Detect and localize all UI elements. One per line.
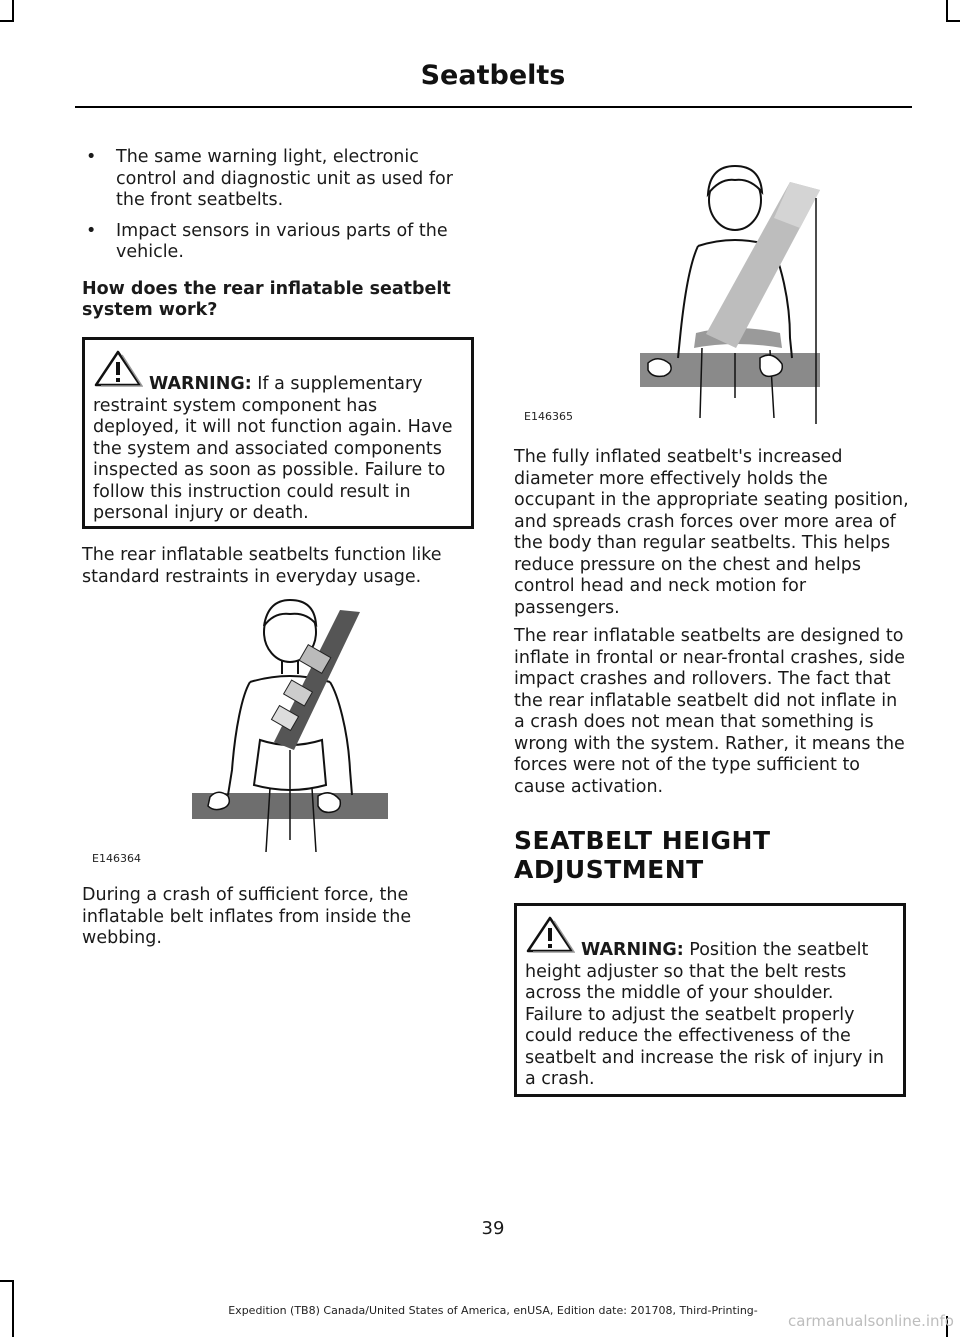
watermark: carmanualsonline.info — [788, 1312, 954, 1330]
warning-body: If a supplementary restraint system component has deployed, it will not function again. Have the system and associated components inspected as soon as possible. Failure to follow this instruction could result in personal injury or death. — [93, 374, 453, 523]
left-column — [82, 147, 474, 322]
bullet-icon: • — [86, 220, 97, 241]
child-with-inflated-seatbelt-illustration — [640, 158, 830, 424]
paragraph: During a crash of sufficient force, the inflatable belt inflates from inside the webbing. — [82, 885, 412, 948]
figure-code: E146364 — [92, 852, 141, 865]
figure-code: E146365 — [524, 410, 573, 423]
crop-mark — [12, 0, 14, 22]
list-item — [82, 221, 474, 264]
page-title: Seatbelts — [420, 60, 566, 91]
page-number: 39 — [481, 1218, 505, 1239]
bullet-icon: • — [86, 147, 97, 167]
list-item — [82, 147, 474, 212]
paragraph: The rear inflatable seatbelts function like standard restraints in everyday usage. — [82, 545, 442, 587]
warning-text — [93, 374, 463, 525]
paragraph: The fully inflated seatbelt's increased diameter more effectively holds the occupant in the appropriate seating position, and spreads crash forces over more area of the body than regular seatbelts. This helps reduce pressure on the chest and helps control head and neck motion for passengers. — [514, 447, 909, 618]
child-with-seatbelt-illustration — [190, 590, 390, 860]
section-heading: SEATBELT HEIGHT — [514, 826, 771, 855]
crop-mark — [0, 1280, 14, 1282]
warning-label: WARNING: — [581, 940, 684, 960]
crop-mark — [946, 20, 960, 22]
figure-child-seatbelt — [190, 590, 390, 860]
warning-label: WARNING: — [149, 374, 252, 394]
section-heading: ADJUSTMENT — [514, 855, 704, 884]
warning-body: Position the seatbelt height adjuster so that the belt rests across the middle of your shoulder. Failure to adjust the seatbelt properly could reduce the effectiveness of the seatbelt and increase the risk of injury in a crash. — [525, 940, 884, 1089]
warning-box — [514, 903, 906, 1097]
crop-mark — [946, 0, 948, 22]
warning-text — [525, 940, 895, 1091]
warning-box — [82, 337, 474, 529]
list-item-text: The same warning light, electronic control and diagnostic unit as used for the front seatbelts. — [116, 147, 453, 210]
subheading: How does the rear inflatable seatbelt system work? — [82, 278, 451, 320]
header-rule — [75, 106, 912, 108]
crop-mark — [0, 20, 14, 22]
list-item-text: Impact sensors in various parts of the vehicle. — [116, 220, 448, 262]
footer-edition: Expedition (TB8) Canada/United States of America, enUSA, Edition date: 201708, Third-Printing- — [228, 1304, 758, 1317]
figure-child-inflated-belt — [640, 158, 830, 424]
paragraph: The rear inflatable seatbelts are designed to inflate in frontal or near-frontal crashes, side impact crashes and rollovers. The fact that the rear inflatable seatbelt did not inflate in a crash does not mean that something is wrong with the system. Rather, it means the forces were not of the type sufficient to cause activation. — [514, 626, 906, 797]
